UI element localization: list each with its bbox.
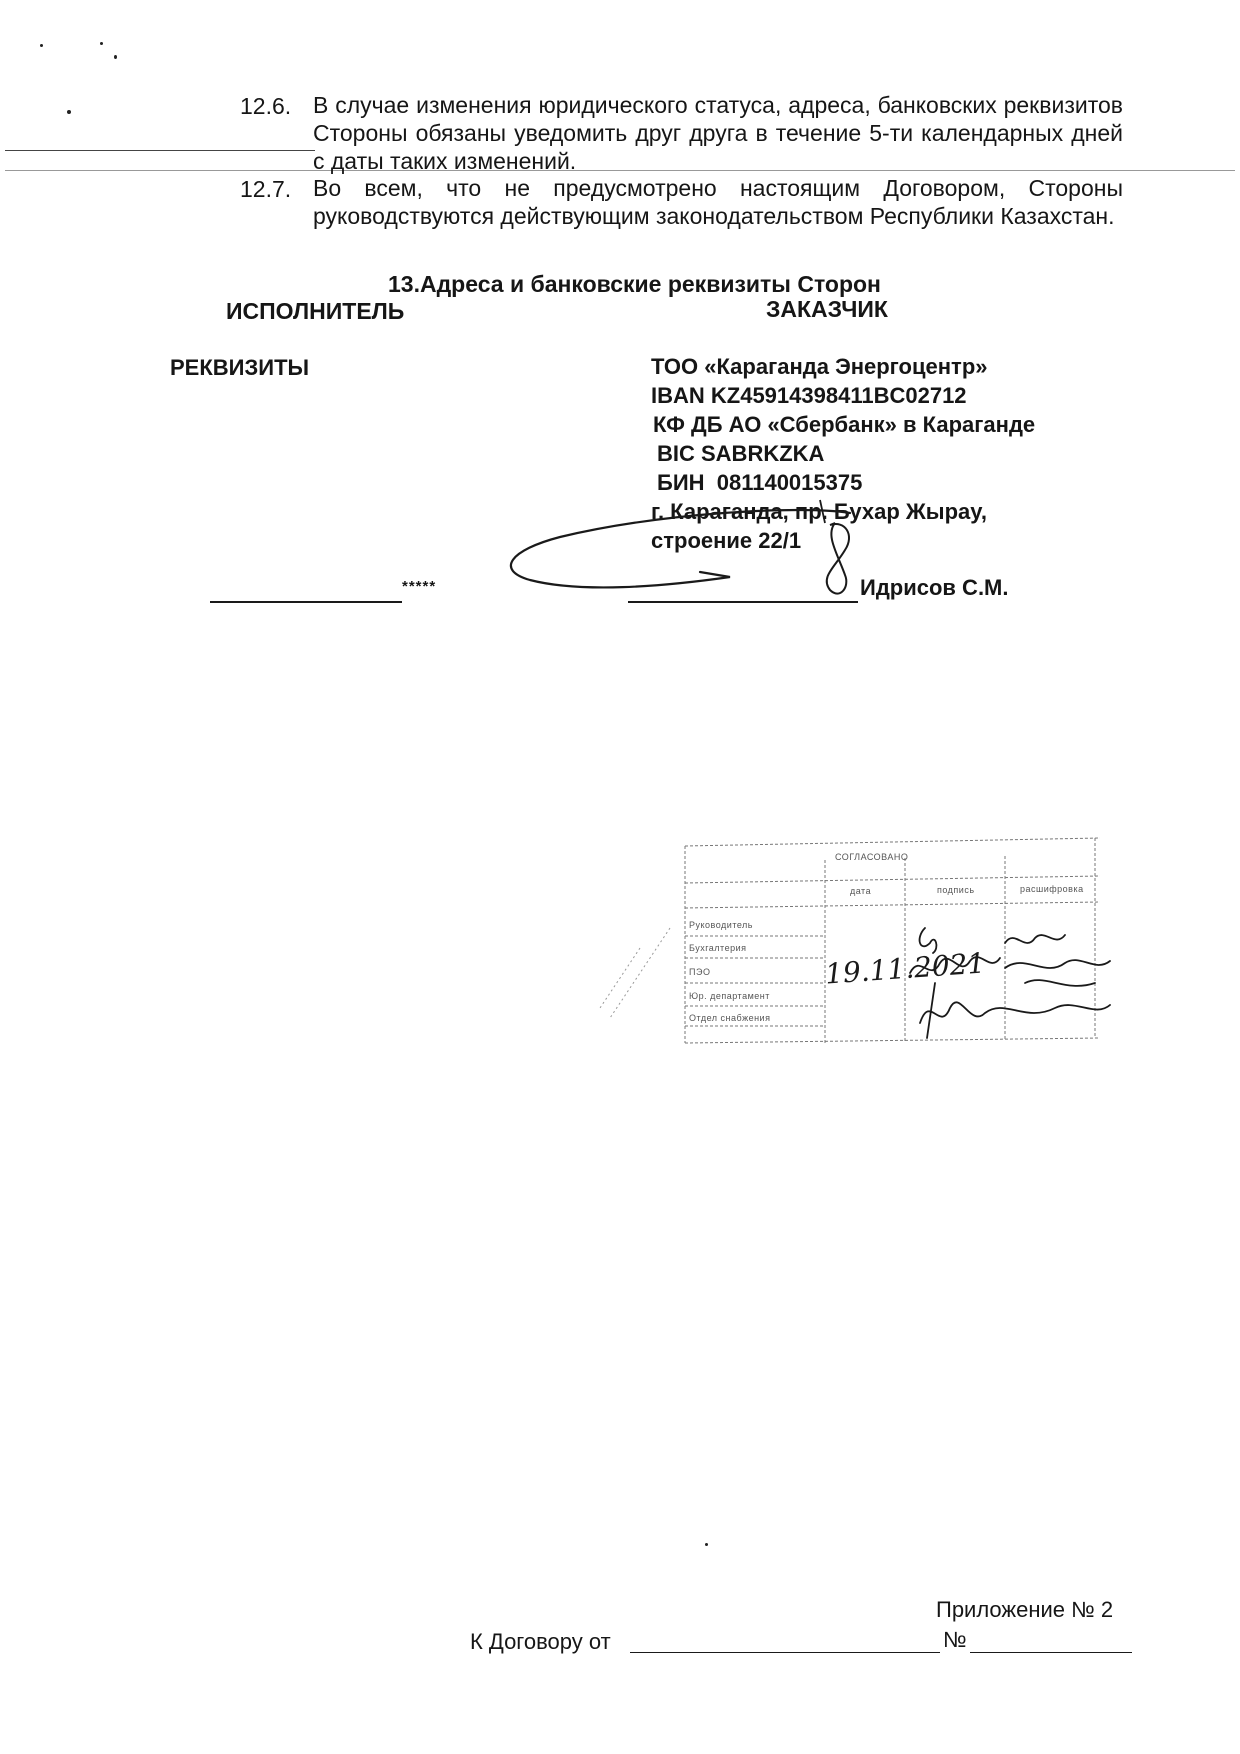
clause-number: 12.7. [240, 176, 292, 202]
stamp-row: Бухгалтерия [689, 943, 747, 953]
contract-number-line [970, 1652, 1132, 1653]
stamp-row: Руководитель [689, 920, 753, 930]
customer-bank: КФ ДБ АО «Сбербанк» в Караганде [653, 412, 1036, 437]
stamp-row: Юр. департамент [689, 991, 770, 1001]
clause-text: Во всем, что не предусмотрено настоящим Договором, Стороны руководствуются действующим законодательством Республики Казахстан. [313, 175, 1123, 229]
stamp-date: 19.11.2021 [824, 946, 987, 991]
executor-signature-name: ***** [402, 578, 437, 595]
executor-signature-line [210, 601, 402, 603]
contract-date-line [630, 1652, 940, 1653]
stamp-row: Отдел снабжения [689, 1013, 771, 1023]
customer-signature-name: Идрисов С.М. [860, 575, 1009, 600]
clause-text: В случае изменения юридического статуса, адреса, банковских реквизитов Стороны обязаны уведомить друг друга в течение 5-ти календарных дней с даты таких изменений. [313, 92, 1123, 174]
contract-number-label: № [943, 1627, 967, 1652]
stamp-handwritten-signatures [905, 923, 1115, 1043]
scan-speck [40, 44, 43, 47]
scan-speck [67, 110, 71, 114]
stamp-title: СОГЛАСОВАНО [835, 852, 909, 862]
scan-speck [705, 1543, 708, 1546]
contract-prefix: К Договору от [470, 1629, 611, 1654]
scan-line [5, 150, 315, 151]
clause-number: 12.6. [240, 93, 292, 119]
scan-speck [100, 42, 103, 45]
customer-bic: BIC SABRKZKA [657, 441, 825, 466]
stamp-column-decoding: расшифровка [1020, 884, 1084, 894]
customer-address: г. Караганда, пр. Бухар Жырау, [651, 499, 987, 524]
stamp-column-signature: подпись [937, 885, 975, 895]
scan-speck [114, 55, 117, 59]
customer-company-name: ТОО «Караганда Энергоцентр» [651, 354, 988, 379]
customer-iban: IBAN KZ45914398411BC02712 [651, 383, 967, 408]
customer-bin: БИН 081140015375 [657, 470, 863, 495]
customer-address-building: строение 22/1 [651, 528, 802, 553]
executor-requisites-label: РЕКВИЗИТЫ [170, 355, 310, 380]
customer-heading: ЗАКАЗЧИК [766, 296, 888, 322]
executor-heading: ИСПОЛНИТЕЛЬ [226, 298, 405, 324]
stamp-margin-mark [580, 918, 680, 1038]
customer-signature [500, 495, 880, 605]
appendix-title: Приложение № 2 [936, 1597, 1114, 1622]
stamp-row: ПЭО [689, 967, 711, 977]
section-title: 13.Адреса и банковские реквизиты Сторон [388, 271, 881, 297]
stamp-column-date: дата [850, 886, 872, 896]
approval-stamp [675, 828, 1105, 1058]
